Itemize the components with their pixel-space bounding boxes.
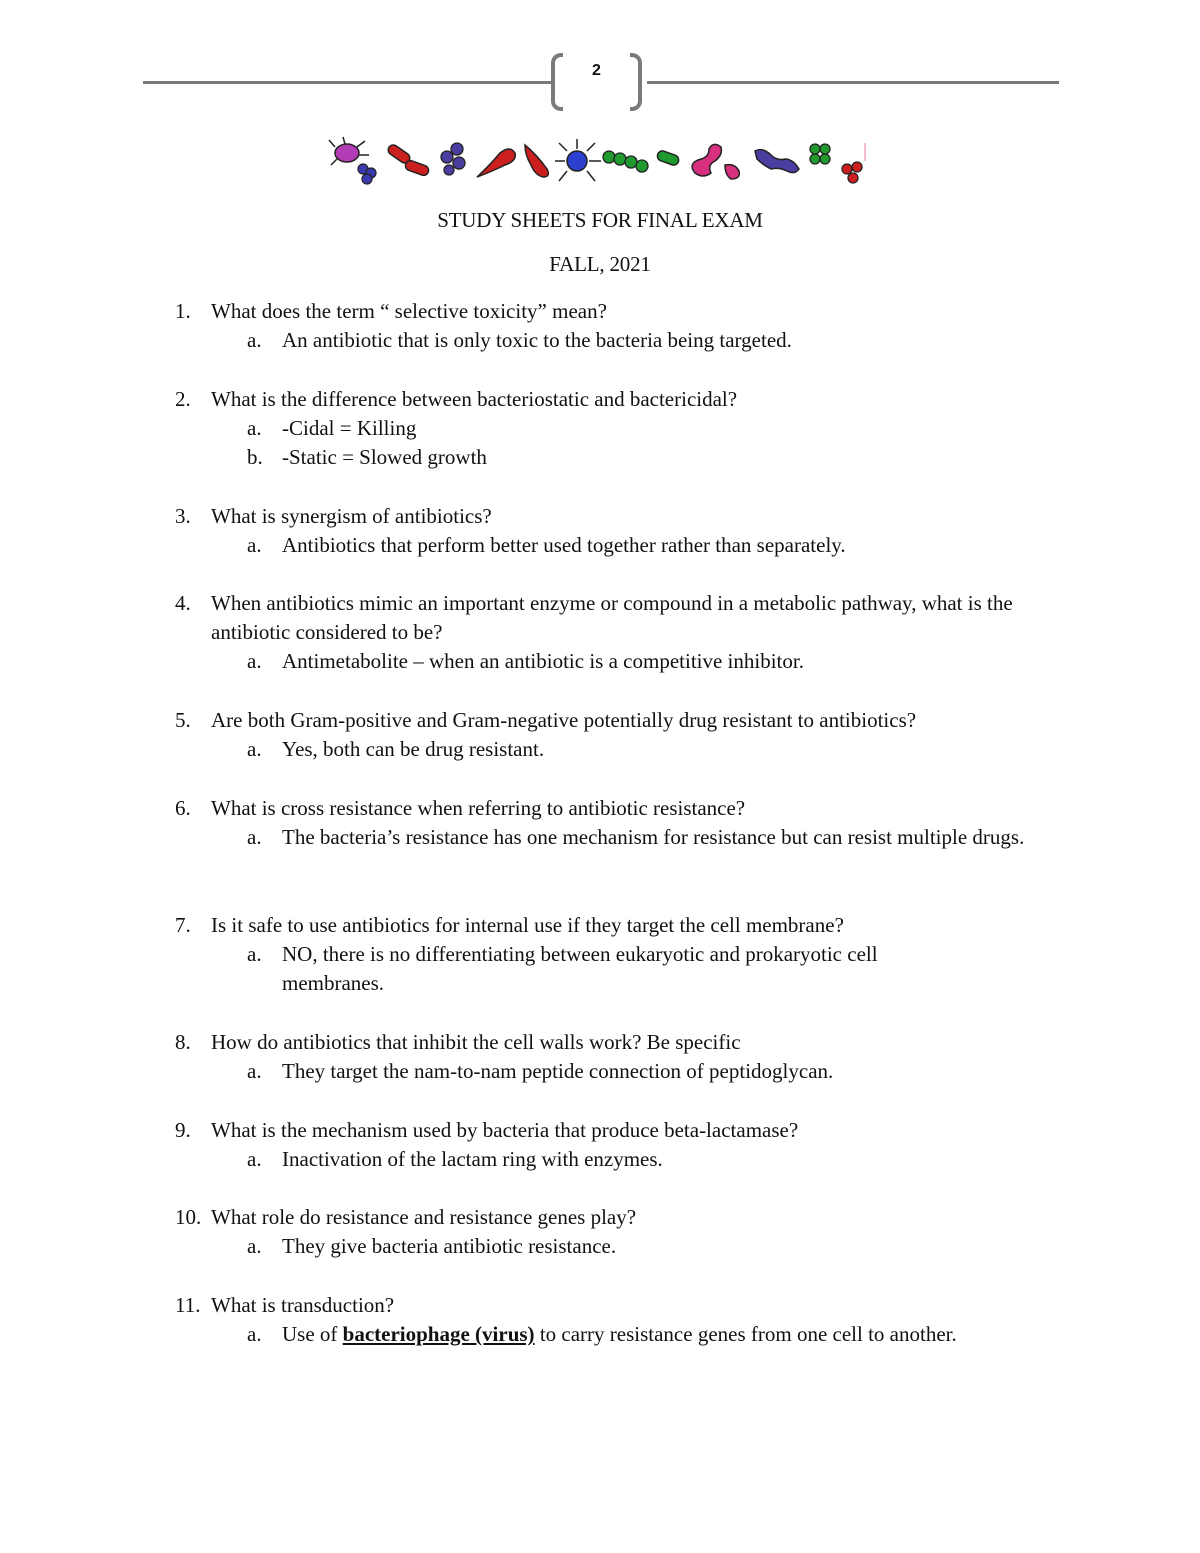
green-rod-icon: [656, 150, 680, 167]
answer-letter: a.: [247, 533, 262, 557]
question-number: 8.: [175, 1030, 191, 1054]
question-number: 10.: [175, 1205, 202, 1229]
question-number: 2.: [175, 387, 191, 411]
question-text: When antibiotics mimic an important enzyme or compound in a metabolic pathway, what is the antibiotic considered to be?: [211, 591, 1013, 645]
answer-letter: a.: [247, 416, 262, 440]
purple-bug-icon: [329, 137, 376, 184]
microbes-clipart: [325, 135, 875, 190]
answer-text: The bacteria’s resistance has one mechanism for resistance but can resist multiple drugs.: [282, 825, 1025, 849]
answer-letter: a.: [247, 825, 262, 849]
answer-letter: b.: [247, 445, 263, 469]
answer-text-post: to carry resistance genes from one cell to another.: [534, 1322, 957, 1346]
answer-letter: a.: [247, 1322, 262, 1346]
answer-text: NO, there is no differentiating between eukaryotic and prokaryotic cell membranes.: [282, 942, 878, 996]
question-number: 5.: [175, 708, 191, 732]
question-text: Are both Gram-positive and Gram-negative potentially drug resistant to antibiotics?: [211, 708, 917, 732]
question-text: What is the difference between bacteriostatic and bactericidal?: [211, 387, 738, 411]
green-chain-icon: [603, 151, 648, 172]
blue-cocci-icon: [441, 143, 465, 175]
question-number: 11.: [175, 1293, 201, 1317]
green-clover-icon: [810, 144, 830, 164]
answer-text: They target the nam-to-nam peptide connection of peptidoglycan.: [282, 1059, 834, 1083]
question-text: What is transduction?: [211, 1293, 395, 1317]
red-club-icon: [477, 149, 515, 177]
question-text: How do antibiotics that inhibit the cell walls work? Be specific: [211, 1030, 741, 1054]
question-number: 7.: [175, 913, 191, 937]
header-bracket-right: [630, 53, 642, 111]
answer-text: An antibiotic that is only toxic to the bacteria being targeted.: [282, 328, 792, 352]
red-teardrop-icon: [525, 145, 548, 177]
answer-text: They give bacteria antibiotic resistance.: [282, 1234, 617, 1258]
header-rule-right: [647, 81, 1059, 84]
answer-letter: a.: [247, 649, 262, 673]
purple-spiral-icon: [755, 150, 799, 173]
question-text: What is the mechanism used by bacteria that produce beta-lactamase?: [211, 1118, 799, 1142]
answer-text: Inactivation of the lactam ring with enzymes.: [282, 1147, 663, 1171]
question-number: 4.: [175, 591, 191, 615]
answer-text: -Cidal = Killing: [282, 416, 417, 440]
answer-letter: a.: [247, 1059, 262, 1083]
question-text: What role do resistance and resistance genes play?: [211, 1205, 637, 1229]
question-text: Is it safe to use antibiotics for internal use if they target the cell membrane?: [211, 913, 844, 937]
question-text: What is synergism of antibiotics?: [211, 504, 492, 528]
answer-text: -Static = Slowed growth: [282, 445, 487, 469]
answer-text-pre: Use of: [282, 1322, 343, 1346]
answer-letter: a.: [247, 328, 262, 352]
question-text: What is cross resistance when referring to antibiotic resistance?: [211, 796, 746, 820]
answer-letter: a.: [247, 1234, 262, 1258]
blue-virus-icon: [555, 139, 601, 181]
page-subtitle: FALL, 2021: [549, 252, 651, 276]
answer-emphasis: bacteriophage (virus): [342, 1322, 535, 1346]
answer-letter: a.: [247, 737, 262, 761]
question-number: 1.: [175, 299, 191, 323]
question-number: 6.: [175, 796, 191, 820]
page-number: 2: [592, 62, 601, 79]
answer-letter: a.: [247, 942, 262, 966]
answer-letter: a.: [247, 1147, 262, 1171]
pink-curved-icon: [692, 144, 739, 179]
red-rods-icon: [386, 143, 430, 177]
page-title: STUDY SHEETS FOR FINAL EXAM: [437, 208, 763, 232]
question-number: 9.: [175, 1118, 191, 1142]
header-rule-left: [143, 81, 551, 84]
answer-text: Antimetabolite – when an antibiotic is a competitive inhibitor.: [282, 649, 804, 673]
question-text: What does the term “ selective toxicity” mean?: [211, 299, 607, 323]
answer-text: Yes, both can be drug resistant.: [282, 737, 545, 761]
header-bracket-left: [551, 53, 563, 111]
question-number: 3.: [175, 504, 191, 528]
answer-text: [282, 1320, 1072, 1349]
answer-text: Antibiotics that perform better used together rather than separately.: [282, 533, 846, 557]
red-cocci-icon: [842, 143, 865, 183]
